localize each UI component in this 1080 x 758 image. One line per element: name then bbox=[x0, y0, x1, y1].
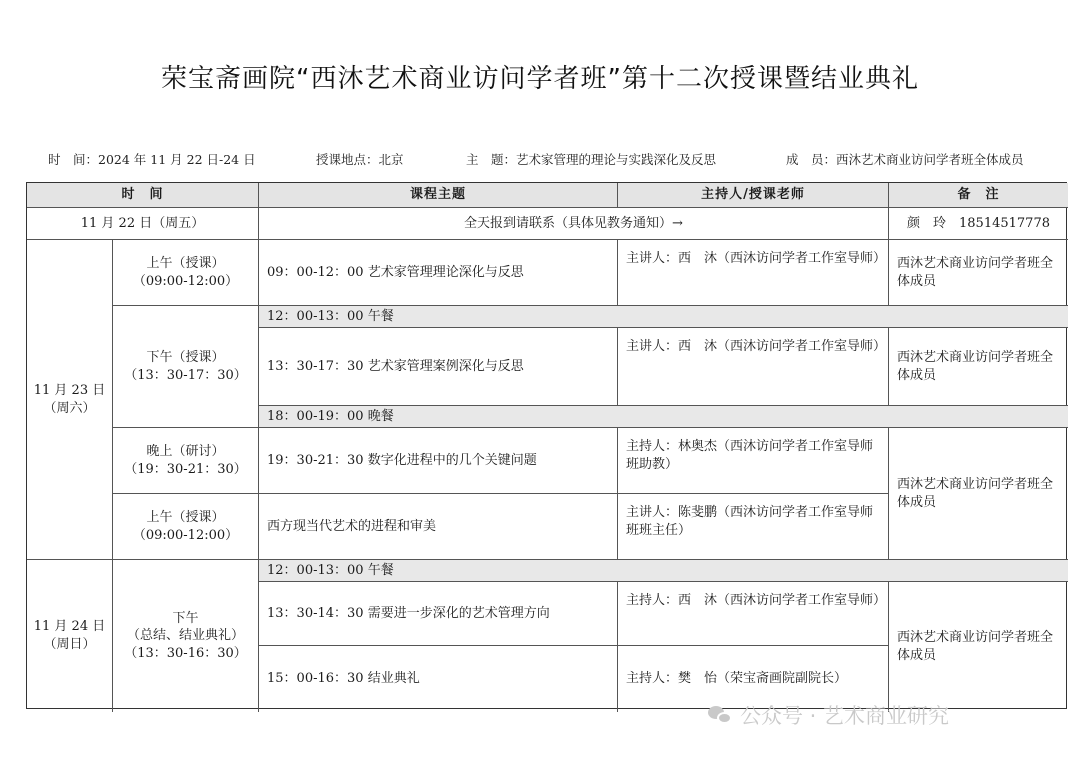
document-title: 荣宝斋画院“西沐艺术商业访问学者班”第十二次授课暨结业典礼 bbox=[161, 64, 919, 94]
date-nov23-day: 11 月 23 日 bbox=[33, 382, 106, 398]
topic-nov24-am: 西方现当代艺术的进程和审美 bbox=[259, 494, 618, 560]
host-nov23-eve: 主持人：林奥杰（西沐访问学者工作室导师班助教） bbox=[618, 428, 889, 494]
session-time: （09:00-12:00） bbox=[132, 273, 239, 289]
header-topic: 课程主题 bbox=[259, 183, 618, 208]
meta-location: 授课地点：北京 bbox=[316, 152, 404, 167]
lunch-nov24: 12：00-13：00 午餐 bbox=[259, 560, 1068, 582]
session-label: 晚上（研讨） bbox=[146, 443, 225, 459]
session-nov23-am bbox=[113, 240, 259, 306]
topic-nov24-pm1: 13：30-14：30 需要进一步深化的艺术管理方向 bbox=[259, 582, 618, 646]
header-host: 主持人/授课老师 bbox=[618, 183, 889, 208]
session-nov24-pm bbox=[113, 560, 259, 712]
note-nov24-pm bbox=[889, 582, 1068, 712]
topic-nov23-eve: 19：30-21：30 数字化进程中的几个关键问题 bbox=[259, 428, 618, 494]
host-nov24-pm1: 主持人：西 沐（西沐访问学者工作室导师） bbox=[618, 582, 889, 646]
note-merged-eve-am bbox=[889, 428, 1068, 560]
session-nov24-am bbox=[113, 494, 259, 560]
watermark-text: 公众号 · 艺术商业研究 bbox=[740, 704, 950, 728]
note-text: 西沐艺术商业访问学者班全体成员 bbox=[897, 255, 1054, 289]
note-nov23-pm bbox=[889, 328, 1068, 406]
topic-nov22: 全天报到请联系（具体见教务通知）→ bbox=[259, 208, 889, 240]
date-nov22: 11 月 22 日（周五） bbox=[27, 208, 259, 240]
meta-theme: 主 题：艺术家管理的理论与实践深化及反思 bbox=[466, 152, 717, 167]
header-time: 时 间 bbox=[27, 183, 259, 208]
date-nov23 bbox=[27, 240, 113, 560]
host-nov24-pm2: 主持人：樊 怡（荣宝斋画院副院长） bbox=[618, 646, 889, 712]
date-nov24 bbox=[27, 560, 113, 712]
session-label: 下午（授课） bbox=[146, 349, 225, 365]
topic-nov24-pm2: 15：00-16：30 结业典礼 bbox=[259, 646, 618, 712]
schedule-table bbox=[26, 182, 1067, 709]
session-label: 上午（授课） bbox=[146, 509, 225, 525]
session-label: 上午（授课） bbox=[146, 255, 225, 271]
header-note: 备 注 bbox=[889, 183, 1068, 208]
lunch-nov23: 12：00-13：00 午餐 bbox=[259, 306, 1068, 328]
note-text: 西沐艺术商业访问学者班全体成员 bbox=[897, 349, 1054, 383]
host-nov24-am: 主讲人：陈斐鹏（西沐访问学者工作室导师班班主任） bbox=[618, 494, 889, 560]
meta-members: 成 员：西沐艺术商业访问学者班全体成员 bbox=[786, 152, 1024, 167]
session-sub: （总结、结业典礼） bbox=[126, 628, 244, 644]
topic-nov23-pm: 13：30-17：30 艺术家管理案例深化与反思 bbox=[259, 328, 618, 406]
note-text: 西沐艺术商业访问学者班全体成员 bbox=[897, 476, 1054, 510]
meta-time: 时 间：2024 年 11 月 22 日-24 日 bbox=[48, 152, 256, 167]
date-nov24-day: 11 月 24 日 bbox=[33, 619, 106, 635]
host-nov23-pm: 主讲人：西 沐（西沐访问学者工作室导师） bbox=[618, 328, 889, 406]
host-nov23-am: 主讲人：西 沐（西沐访问学者工作室导师） bbox=[618, 240, 889, 306]
session-nov23-pm bbox=[113, 306, 259, 428]
session-time: （13：30-17：30） bbox=[124, 367, 247, 383]
note-text: 西沐艺术商业访问学者班全体成员 bbox=[897, 630, 1054, 663]
date-nov23-weekday: （周六） bbox=[43, 400, 96, 416]
note-nov22: 颜 玲 18514517778 bbox=[889, 208, 1068, 240]
session-time: （13：30-16：30） bbox=[124, 645, 247, 661]
session-label: 下午 bbox=[172, 610, 199, 626]
session-nov23-eve bbox=[113, 428, 259, 494]
topic-nov23-am: 09：00-12：00 艺术家管理理论深化与反思 bbox=[259, 240, 618, 306]
wechat-icon bbox=[708, 704, 734, 726]
date-nov24-weekday: （周日） bbox=[43, 637, 96, 652]
dinner-nov23: 18：00-19：00 晚餐 bbox=[259, 406, 1068, 428]
session-time: （19：30-21：30） bbox=[124, 461, 247, 477]
watermark bbox=[708, 700, 949, 730]
note-nov23-am bbox=[889, 240, 1068, 306]
session-time: （09:00-12:00） bbox=[132, 527, 239, 543]
